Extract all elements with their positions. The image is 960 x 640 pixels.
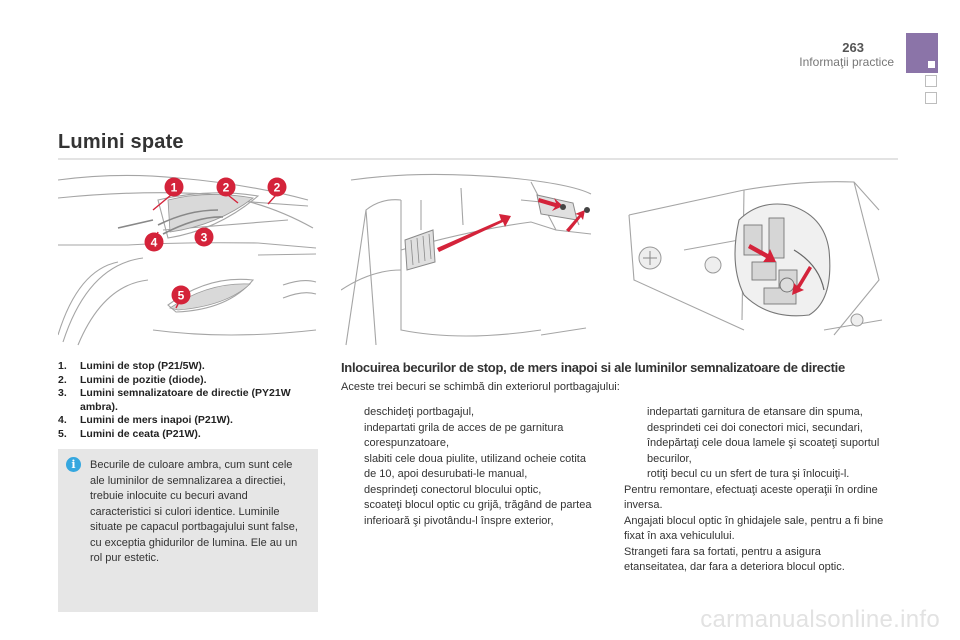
legend-item: 2. Lumini de pozitie (diode). (58, 373, 207, 386)
callout-2b (268, 178, 287, 197)
page-title: Lumini spate (58, 131, 184, 153)
procedure-step: desprindeti cei doi conectori mici, secundari, (647, 421, 863, 434)
callout-4 (145, 233, 164, 252)
legend-item: 4. Lumini de mers inapoi (P21W). (58, 414, 233, 426)
reassembly-note: Angajati blocul optic în ghidajele sale, pentru a fi bine fixat în axa vehiculului. (624, 514, 884, 542)
procedure-column-1 (341, 405, 596, 529)
svg-text:2: 2 (273, 180, 281, 195)
info-box (58, 449, 318, 612)
info-icon: i (66, 457, 81, 472)
procedure-step: desprindeţi conectorul blocului optic, (364, 483, 542, 496)
procedure-step: indepartati grila de acces de pe garnitura corespunzatoare, (364, 421, 564, 449)
callout-5 (172, 286, 191, 305)
reassembly-note: Strangeti fara sa fortati, pentru a asigura etanseitatea, dar fara a deteriora blocul optic. (624, 545, 845, 573)
callout-3 (195, 228, 214, 247)
chapter-box-2 (925, 92, 937, 104)
svg-text:4: 4 (150, 235, 158, 250)
title-divider (58, 158, 898, 160)
chapter-tab-marker (928, 61, 935, 68)
procedure-step: deschideţi portbagajul, (364, 406, 475, 418)
watermark: carmanualsonline.info (700, 606, 940, 633)
callout-1 (165, 178, 184, 197)
rear-lamp-diagram (58, 170, 318, 348)
procedure-column-2 (624, 405, 886, 576)
procedure-heading: Inlocuirea becurilor de stop, de mers inapoi si ale luminilor semnalizatoare de directie (341, 360, 845, 375)
open-boot-illustration (341, 170, 601, 348)
svg-text:5: 5 (177, 288, 185, 303)
svg-text:2: 2 (222, 180, 230, 195)
callout-2a (217, 178, 236, 197)
page-number: 263 (842, 40, 864, 55)
procedure-step: rotiţi becul cu un sfert de tura şi înlocuiţi-l. (647, 468, 850, 480)
procedure-intro: Aceste trei becuri se schimbă din exteriorul portbagajului: (341, 381, 620, 393)
section-title: Informaţii practice (799, 55, 894, 69)
procedure-step: scoateţi blocul optic cu grijă, trăgând de partea inferioară şi pivotându-l înspre exterior, (364, 499, 592, 527)
lamp-unit-illustration (624, 170, 884, 348)
procedure-step: slabiti cele doua piulite, utilizand ocheie cotita de 10, apoi desurubati-le manual, (364, 452, 586, 480)
procedure-step: indepartati garnitura de etansare din spuma, (647, 406, 863, 418)
procedure-step: îndepărtaţi cele doua lamele şi scoateţi suportul becurilor, (647, 437, 880, 465)
reassembly-note: Pentru remontare, efectuaţi aceste operaţii în ordine inversa. (624, 483, 878, 511)
legend-item: 1. Lumini de stop (P21/5W). (58, 360, 205, 372)
bulb-legend (58, 360, 320, 441)
chapter-box-1 (925, 75, 937, 87)
legend-item: 5. Lumini de ceata (P21W). (58, 427, 201, 440)
legend-item: 3. Lumini semnalizatoare de directie (PY21W ambra). (58, 387, 291, 413)
info-text: Becurile de culoare ambra, cum sunt cele ale luminilor de semnalizarea a directiei, trebuie inlocuite cu becuri avand caracteristici si culori identice. Luminile situate pe capacul portbagajului sunt false, cu exceptia ghidurilor de lumina. Ele au un rol pur estetic. (90, 459, 298, 564)
svg-text:1: 1 (170, 180, 178, 195)
svg-text:3: 3 (200, 230, 208, 245)
